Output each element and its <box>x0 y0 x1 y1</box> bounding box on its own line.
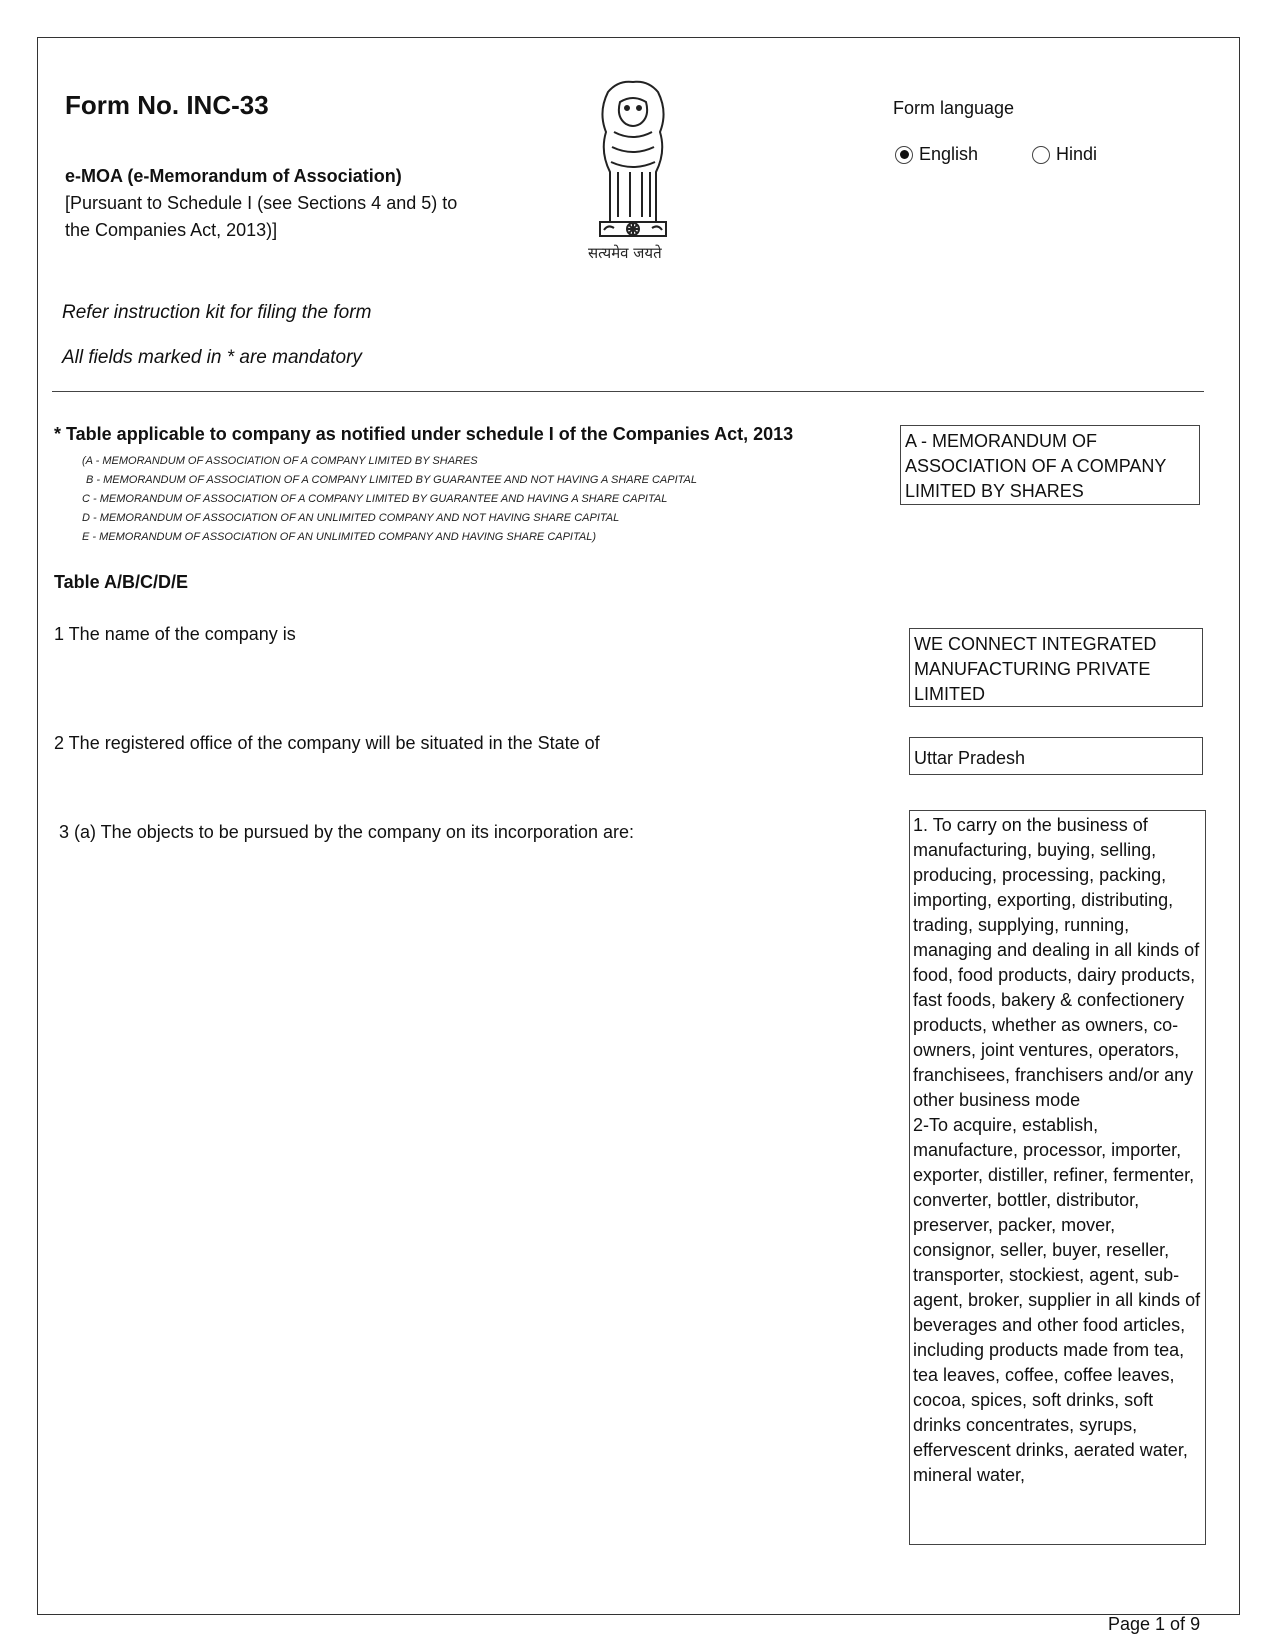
language-option-label: English <box>919 144 979 164</box>
radio-unselected-icon[interactable] <box>1032 146 1050 164</box>
table-section-title: Table A/B/C/D/E <box>54 572 189 592</box>
table-option-c: C - MEMORANDUM OF ASSOCIATION OF A COMPANY LIMITED BY GUARANTEE AND HAVING A SHARE CAPITAL <box>82 493 668 505</box>
objects-label: 3 (a) The objects to be pursued by the company on its incorporation are: <box>59 822 634 842</box>
table-option-d: D - MEMORANDUM OF ASSOCIATION OF AN UNLIMITED COMPANY AND NOT HAVING SHARE CAPITAL <box>82 512 620 524</box>
company-name-field[interactable]: WE CONNECT INTEGRATED MANUFACTURING PRIVATE LIMITED <box>909 628 1203 707</box>
table-applicable-field[interactable]: A - MEMORANDUM OF ASSOCIATION OF A COMPANY LIMITED BY SHARES <box>900 425 1200 505</box>
form-pursuant-line-1: [Pursuant to Schedule I (see Sections 4 and 5) to <box>65 193 458 213</box>
table-option-b: B - MEMORANDUM OF ASSOCIATION OF A COMPANY LIMITED BY GUARANTEE AND NOT HAVING A SHARE CAPITAL <box>86 474 697 486</box>
form-number-title: Form No. INC-33 <box>65 90 269 120</box>
form-pursuant-line-2: the Companies Act, 2013)] <box>65 220 278 240</box>
language-option-label: Hindi <box>1056 144 1098 164</box>
section-divider <box>52 391 1204 392</box>
mandatory-note: All fields marked in * are mandatory <box>62 347 362 368</box>
language-option-hindi[interactable] <box>1032 144 1097 165</box>
objects-textarea[interactable]: 1. To carry on the business of manufacturing, buying, selling, producing, processing, packing, importing, exporting, distributing, trading, supplying, running, managing and dealing in all kinds of food, food products, dairy products, fast foods, bakery & confectionery products, whether as owners, co-owners, joint ventures, operators, franchisees, franchisers and/or any other business mode 2-To acquire, establish, manufacture, processor, importer, exporter, distiller, refiner, fermenter, converter, bottler, distributor, preserver, packer, mover, consignor, seller, buyer, reseller, transporter, stockiest, agent, sub-agent, broker, supplier in all kinds of beverages and other food articles, including products made from tea, tea leaves, coffee, coffee leaves, cocoa, spices, soft drinks, soft drinks concentrates, syrups, effervescent drinks, aerated water, mineral water, <box>909 810 1206 1545</box>
language-option-english[interactable] <box>895 144 978 165</box>
table-applicable-heading: * Table applicable to company as notified under schedule I of the Companies Act, 2013 <box>54 424 794 444</box>
radio-selected-icon[interactable] <box>895 146 913 164</box>
table-options-list <box>82 452 697 547</box>
form-language-label: Form language <box>893 98 1015 118</box>
company-name-label: 1 The name of the company is <box>54 624 296 644</box>
registered-state-field[interactable]: Uttar Pradesh <box>909 737 1203 775</box>
table-option-a: (A - MEMORANDUM OF ASSOCIATION OF A COMPANY LIMITED BY SHARES <box>82 455 478 467</box>
table-option-e: E - MEMORANDUM OF ASSOCIATION OF AN UNLIMITED COMPANY AND HAVING SHARE CAPITAL) <box>82 531 597 543</box>
emblem-motto: सत्यमेव जयते <box>588 244 662 262</box>
form-name: e-MOA (e-Memorandum of Association) <box>65 166 402 186</box>
national-emblem-icon <box>578 72 688 267</box>
page-number: Page 1 of 9 <box>1108 1614 1201 1634</box>
form-subheading <box>65 163 457 244</box>
instruction-note: Refer instruction kit for filing the form <box>62 302 372 323</box>
registered-state-label: 2 The registered office of the company will be situated in the State of <box>54 733 600 753</box>
